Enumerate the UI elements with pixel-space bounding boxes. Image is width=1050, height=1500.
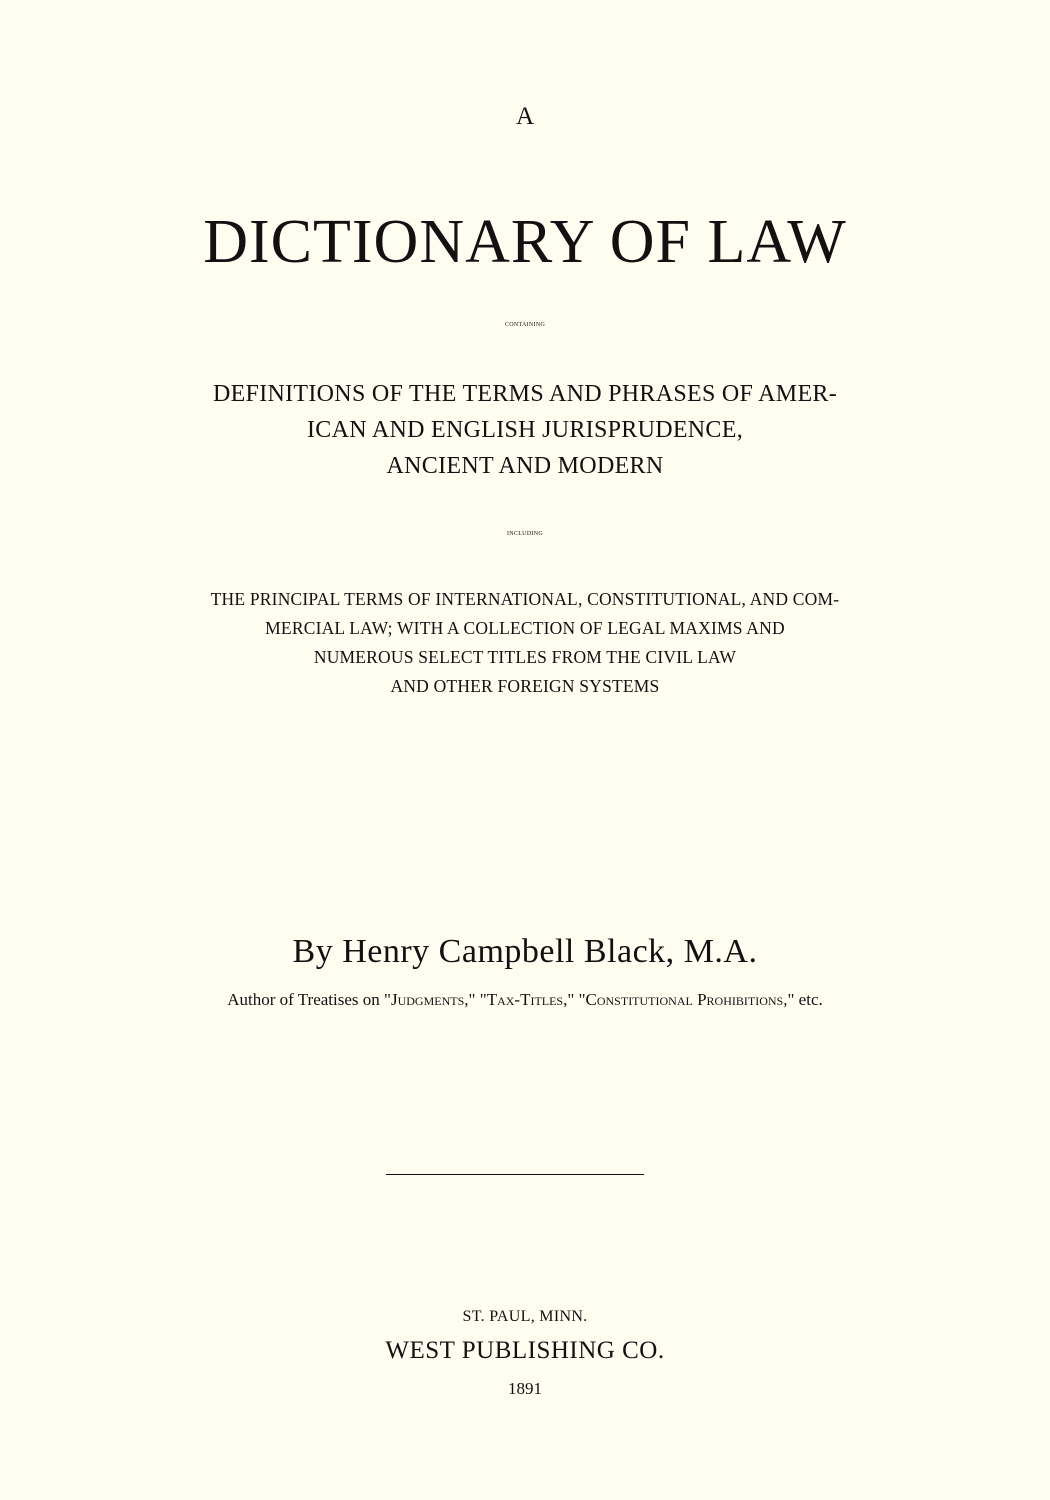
author-works-suffix: etc. (798, 990, 823, 1009)
containing-label: containing (504, 318, 546, 328)
work-constitutional-prohibitions: Constitutional Prohibitions, (585, 990, 788, 1009)
imprint-place: ST. PAUL, MINN. (462, 1308, 588, 1325)
imprint-publisher: WEST PUBLISHING CO. (385, 1337, 665, 1364)
definitions-line-1: DEFINITIONS OF THE TERMS AND PHRASES OF AMER- (212, 381, 838, 407)
principal-line-1: THE PRINCIPAL TERMS OF INTERNATIONAL, CONSTITUTIONAL, AND COM- (210, 589, 840, 609)
imprint-year: 1891 (508, 1379, 542, 1398)
author-by: By (292, 933, 334, 970)
author-last-name: Black, (583, 933, 675, 970)
author-degree: M.A. (683, 933, 758, 970)
principal-terms-block (0, 585, 1050, 701)
principal-line-2: MERCIAL LAW; WITH A COLLECTION OF LEGAL MAXIMS AND (265, 618, 785, 638)
author-middle-name: Campbell (438, 933, 575, 970)
main-title: DICTIONARY OF LAW (203, 208, 847, 276)
author-first-name: Henry (342, 933, 430, 970)
work-judgments: Judgments, (390, 990, 469, 1009)
definitions-block (0, 376, 1050, 484)
including-label: including (506, 527, 544, 537)
principal-line-3: NUMEROUS SELECT TITLES FROM THE CIVIL LAW (313, 647, 737, 667)
author-name-line (0, 935, 1050, 969)
author-works-prefix: Author of Treatises on (227, 990, 380, 1009)
work-tax-titles: Tax-Titles, (486, 990, 568, 1009)
definitions-line-3: ANCIENT AND MODERN (386, 453, 664, 479)
principal-line-4: AND OTHER FOREIGN SYSTEMS (390, 676, 660, 696)
definitions-line-2: ICAN AND ENGLISH JURISPRUDENCE, (307, 417, 743, 443)
author-works-line: Author of Treatises on "Judgments," "Tax-Titles," "Constitutional Prohibitions," etc. (227, 990, 823, 1009)
horizontal-rule (386, 1174, 644, 1175)
title-article: A (515, 103, 535, 130)
